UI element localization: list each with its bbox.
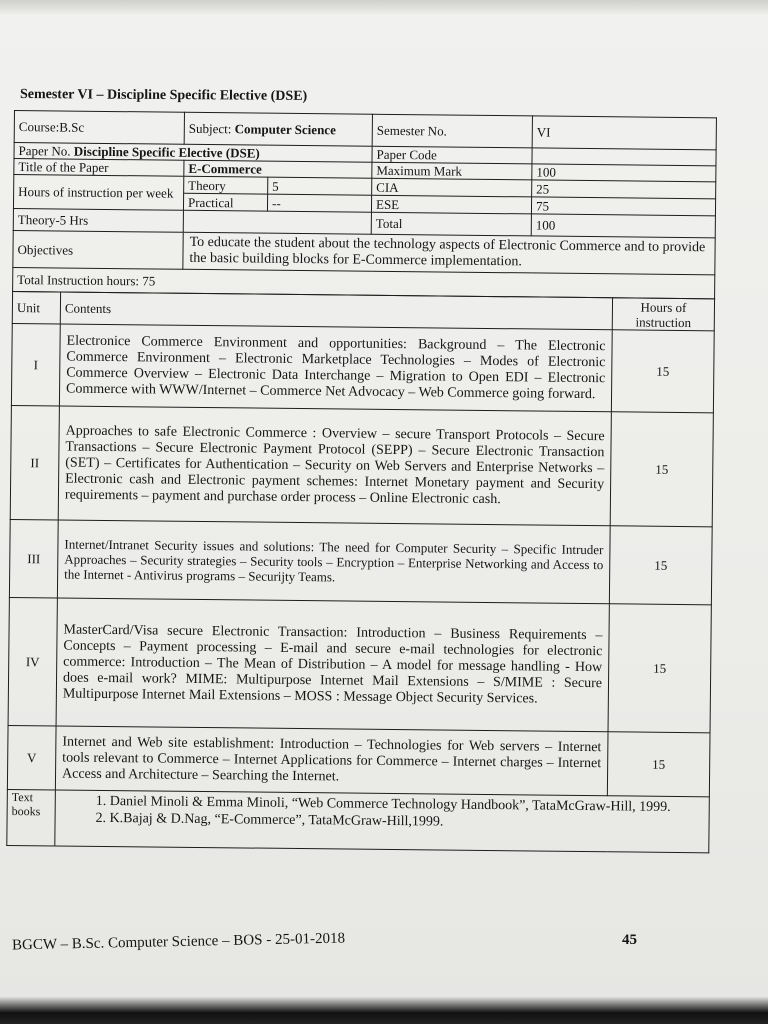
textbooks-list — [55, 790, 710, 853]
paper-no-cell: Paper No. Discipline Specific Elective (DSE) — [14, 143, 372, 163]
heading-title: Discipline Specific Elective (DSE) — [106, 87, 308, 105]
hours-header: Hours of instruction — [612, 298, 714, 331]
unit-row — [10, 405, 713, 526]
paper-code-value — [532, 148, 716, 166]
unit-content: MasterCard/Visa secure Electronic Transaction: Introduction – Business Requirements – Concepts – Payment processing – E-mail and secure e-mail technologies for electronic commerce: Introduction – The Mean of Distribution – A model for message handling - How does e-mail work? MIME: Multipurpose Internet Mail Extensions – S/MIME : Secure Multipurpose Internet Mail Extensions – MOSS : Message Object Security Services. — [56, 598, 609, 732]
course-cell: Course:B.Sc — [14, 111, 184, 145]
total-value: 100 — [531, 214, 715, 238]
footer-course-info: BGCW – B.Sc. Computer Science – BOS - 25-01-2018 — [11, 930, 346, 954]
textbook-item: 2. K.Bajaj & D.Nag, “E-Commerce”, TataMcGraw-Hill,1999. — [109, 810, 704, 833]
textbooks-label: Text books — [7, 789, 56, 845]
ese-value: 75 — [531, 197, 715, 216]
unit-number: III — [9, 519, 58, 597]
heading-dash: – — [96, 87, 104, 103]
cia-value: 25 — [532, 180, 716, 199]
unit-content: Internet/Intranet Security issues and solutions: The need for Computer Security – Specific Intruder Approaches – Security strategies – Security tools – Encryption – Enterprise Networking and Access to the Internet - Antivirus programs – Securijty Teams. — [57, 520, 610, 604]
subject-value: Computer Science — [234, 121, 336, 138]
unit-content: Approaches to safe Electronic Commerce : Overview – secure Transport Protocols – Secure Transactions – Secure Electronic Payment Protocol (SEPP) – Secure Electronic Transaction (SET) – Certificates for Authentication – Security on Web Servers and Enterprise Networks – Electronic cash and Electronic payment schemes: Internet Monetary payment and Security requirements – payment and purchase order process – Online Electronic cash. — [58, 406, 611, 526]
ese-label: ESE — [371, 195, 531, 214]
paper-code-label: Paper Code — [372, 146, 532, 164]
subject-cell: Subject: Computer Science — [184, 112, 372, 146]
unit-number: IV — [8, 597, 57, 725]
contents-header: Contents — [60, 292, 612, 330]
textbooks-row — [7, 789, 710, 852]
unit-hours: 15 — [607, 732, 710, 797]
title-label: Title of the Paper — [14, 159, 184, 177]
unit-number: V — [7, 725, 56, 789]
syllabus-table — [6, 110, 716, 877]
paper-no-value: Discipline Specific Elective (DSE) — [73, 143, 260, 161]
objectives-text: To educate the student about the technology aspects of Electronic Commerce and to provide the basic building blocks for E-Commerce implementation. — [183, 232, 715, 275]
unit-hours: 15 — [611, 330, 714, 413]
practical-value: -- — [267, 194, 371, 212]
theory-hrs: Theory-5 Hrs — [13, 208, 183, 232]
theory-value: 5 — [268, 177, 372, 195]
max-mark-label: Maximum Mark — [372, 162, 532, 180]
unit-hours: 15 — [610, 412, 713, 527]
unit-number: II — [10, 405, 59, 519]
unit-row — [11, 323, 714, 412]
unit-row — [9, 519, 712, 604]
total-label: Total — [371, 212, 531, 236]
practical-label: Practical — [183, 193, 267, 211]
unit-row — [7, 725, 710, 796]
blank-cell — [183, 210, 371, 234]
unit-row — [8, 597, 711, 732]
title-value: E-Commerce — [184, 160, 372, 178]
unit-header: Unit — [12, 291, 60, 324]
theory-label: Theory — [184, 176, 268, 194]
semester-no-value: VI — [532, 116, 716, 150]
textbook-item: 1. Daniel Minoli & Emma Minoli, “Web Commerce Technology Handbook”, TataMcGraw-Hill, 1999. — [110, 793, 705, 816]
units-table — [6, 291, 715, 853]
unit-content: Electronice Commerce Environment and opportunities: Background – The Electronic Commerce Environment – Electronic Marketplace Technologies – Modes of Electronic Commerce Overview – Electronic Data Interchange – Migration to Open EDI – Electronic Commerce with WWW/Internet – Commerce Net Advocacy – Web Commerce going forward. — [59, 324, 612, 412]
page-number: 45 — [622, 932, 637, 948]
unit-content: Internet and Web site establishment: Introduction – Technologies for Web servers – Internet tools relevant to Commerce – Internet Applications for Commerce – Internet charges – Internet Access and Architecture – Searching the Internet. — [55, 726, 608, 796]
semester-no-label: Semester No. — [372, 114, 532, 148]
unit-hours: 15 — [608, 604, 711, 733]
hours-label: Hours of instruction per week — [13, 175, 183, 211]
page-top-shadow — [0, 0, 768, 14]
unit-number: I — [11, 323, 60, 405]
total-instruction-hours: Total Instruction hours: 75 — [13, 267, 715, 298]
objectives-label: Objectives — [13, 230, 183, 269]
page-bottom-edge — [0, 996, 768, 1024]
heading-semester: Semester VI — [19, 86, 94, 103]
section-heading — [20, 87, 307, 105]
cia-label: CIA — [372, 178, 532, 197]
info-table — [12, 110, 717, 299]
unit-hours: 15 — [609, 526, 712, 605]
max-mark-value: 100 — [532, 164, 716, 182]
